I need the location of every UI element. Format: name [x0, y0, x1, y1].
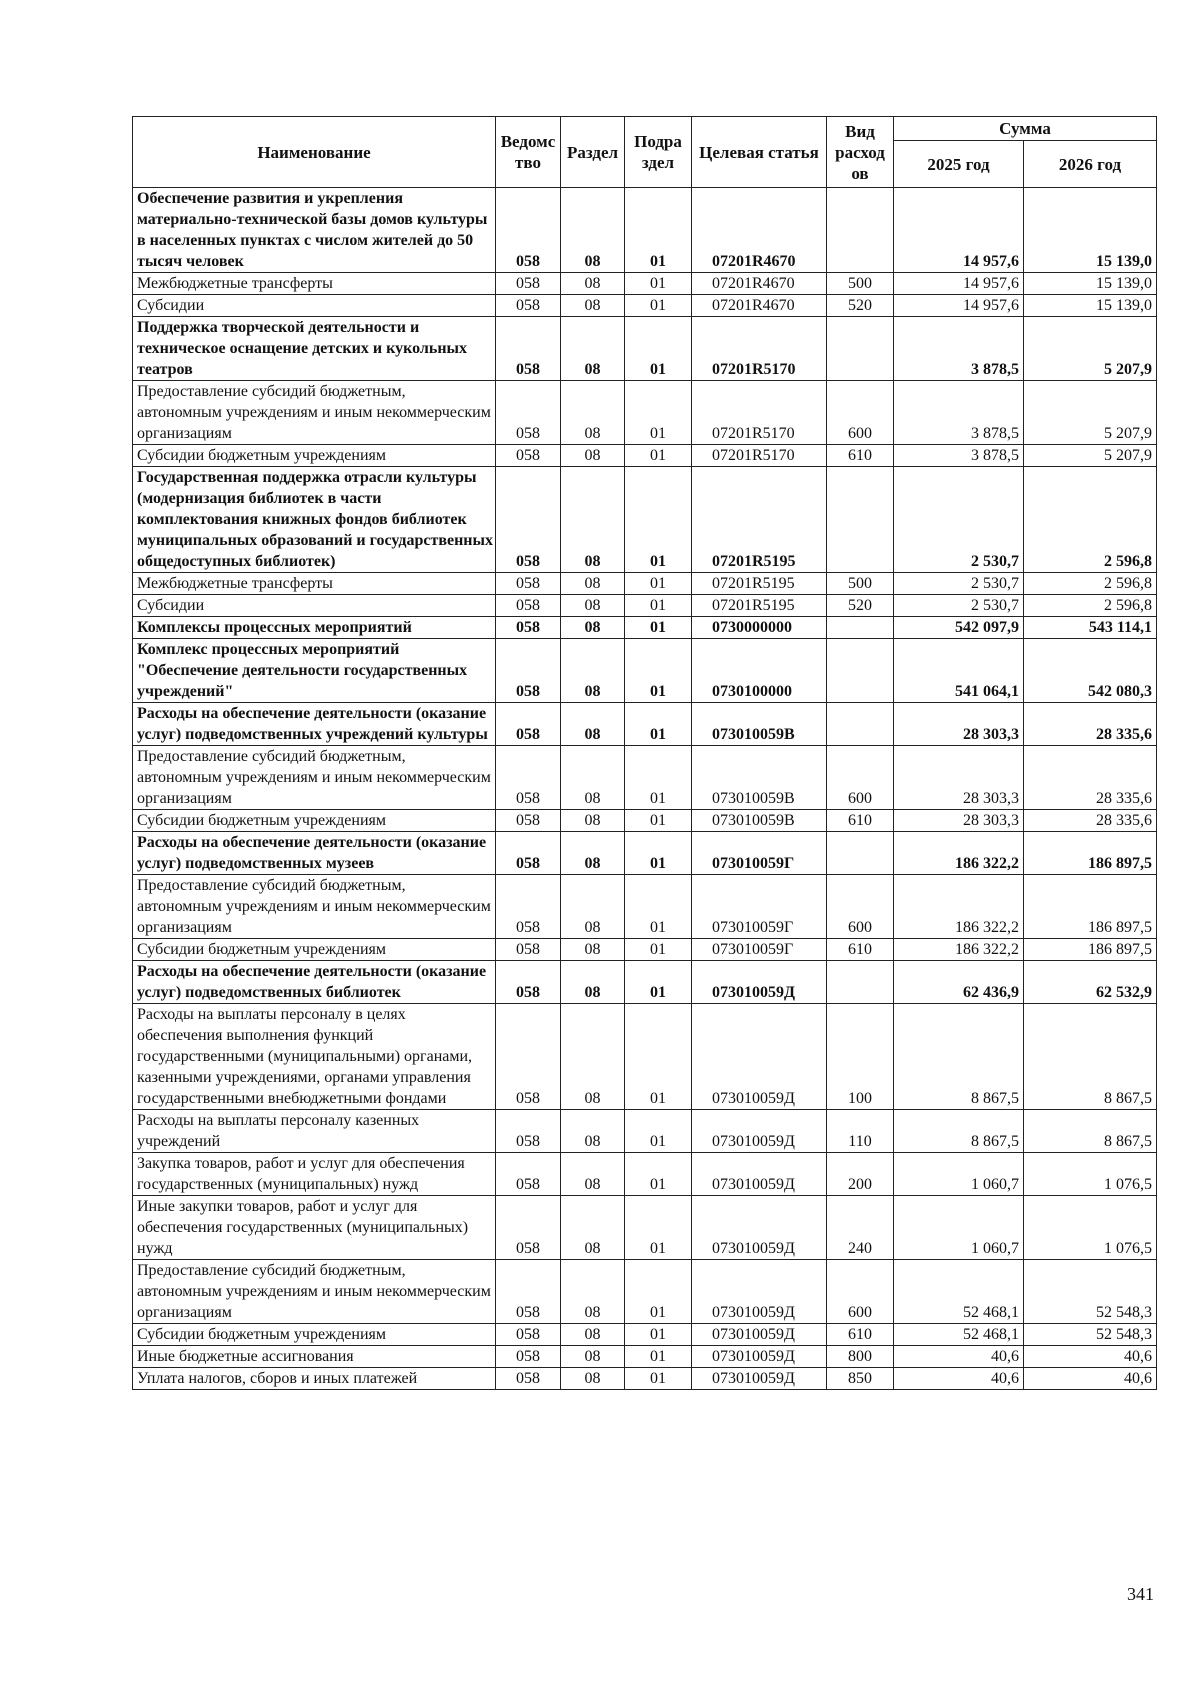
cell-sum-2025: 40,6 [894, 1368, 1024, 1390]
cell-section: 08 [561, 467, 625, 573]
cell-sum-2025: 3 878,5 [894, 317, 1024, 381]
cell-section: 08 [561, 445, 625, 467]
cell-department: 058 [496, 1368, 561, 1390]
cell-name: Комплексы процессных мероприятий [133, 617, 496, 639]
cell-name: Субсидии бюджетным учреждениям [133, 810, 496, 832]
cell-expense-type: 800 [827, 1346, 894, 1368]
header-name: Наименование [133, 117, 496, 188]
cell-target-article: 073010059Д [692, 1368, 827, 1390]
cell-sum-2026: 1 076,5 [1024, 1196, 1157, 1260]
cell-section: 08 [561, 1110, 625, 1153]
cell-sum-2026: 186 897,5 [1024, 875, 1157, 939]
table-row [133, 1368, 1157, 1390]
cell-name: Субсидии [133, 595, 496, 617]
cell-expense-type: 610 [827, 810, 894, 832]
table-row [133, 273, 1157, 295]
table-row [133, 1004, 1157, 1110]
cell-name: Обеспечение развития и укрепления материально-технической базы домов культуры в населенных пунктах с числом жителей до 50 тысяч человек [133, 188, 496, 273]
cell-subsection: 01 [625, 381, 692, 445]
cell-sum-2025: 52 468,1 [894, 1260, 1024, 1324]
cell-department: 058 [496, 595, 561, 617]
cell-name: Комплекс процессных мероприятий "Обеспечение деятельности государственных учреждений" [133, 639, 496, 703]
cell-expense-type: 520 [827, 295, 894, 317]
table-header-row [133, 117, 1157, 141]
cell-expense-type: 600 [827, 1260, 894, 1324]
cell-department: 058 [496, 273, 561, 295]
cell-subsection: 01 [625, 1196, 692, 1260]
cell-sum-2026: 5 207,9 [1024, 317, 1157, 381]
cell-subsection: 01 [625, 832, 692, 875]
table-row [133, 1260, 1157, 1324]
cell-target-article: 073010059Д [692, 1004, 827, 1110]
cell-subsection: 01 [625, 875, 692, 939]
cell-target-article: 073010059Г [692, 875, 827, 939]
cell-name: Закупка товаров, работ и услуг для обеспечения государственных (муниципальных) нужд [133, 1153, 496, 1196]
cell-department: 058 [496, 703, 561, 746]
cell-sum-2025: 14 957,6 [894, 188, 1024, 273]
cell-sum-2026: 186 897,5 [1024, 939, 1157, 961]
cell-sum-2026: 40,6 [1024, 1346, 1157, 1368]
cell-name: Расходы на выплаты персоналу в целях обеспечения выполнения функций государственными (муниципальными) органами, казенными учреждениями, органами управления государственными внебюджетными фондами [133, 1004, 496, 1110]
cell-expense-type [827, 617, 894, 639]
cell-sum-2025: 40,6 [894, 1346, 1024, 1368]
cell-target-article: 073010059Г [692, 832, 827, 875]
cell-section: 08 [561, 1324, 625, 1346]
cell-sum-2025: 186 322,2 [894, 875, 1024, 939]
cell-sum-2025: 542 097,9 [894, 617, 1024, 639]
table-row [133, 746, 1157, 810]
table-row [133, 1324, 1157, 1346]
cell-expense-type [827, 703, 894, 746]
cell-subsection: 01 [625, 1004, 692, 1110]
cell-sum-2025: 1 060,7 [894, 1196, 1024, 1260]
cell-subsection: 01 [625, 317, 692, 381]
cell-sum-2026: 15 139,0 [1024, 295, 1157, 317]
cell-name: Иные закупки товаров, работ и услуг для обеспечения государственных (муниципальных) нужд [133, 1196, 496, 1260]
table-row [133, 1110, 1157, 1153]
header-subsection: Подра здел [625, 117, 692, 188]
cell-expense-type [827, 639, 894, 703]
cell-sum-2025: 14 957,6 [894, 273, 1024, 295]
cell-sum-2025: 2 530,7 [894, 595, 1024, 617]
table-row [133, 939, 1157, 961]
cell-subsection: 01 [625, 1110, 692, 1153]
cell-subsection: 01 [625, 1324, 692, 1346]
cell-subsection: 01 [625, 273, 692, 295]
cell-section: 08 [561, 1196, 625, 1260]
cell-sum-2025: 3 878,5 [894, 381, 1024, 445]
cell-sum-2026: 40,6 [1024, 1368, 1157, 1390]
cell-subsection: 01 [625, 1346, 692, 1368]
header-target-article: Целевая статья [692, 117, 827, 188]
cell-subsection: 01 [625, 1260, 692, 1324]
cell-subsection: 01 [625, 703, 692, 746]
cell-sum-2025: 28 303,3 [894, 703, 1024, 746]
cell-sum-2026: 186 897,5 [1024, 832, 1157, 875]
cell-name: Межбюджетные трансферты [133, 273, 496, 295]
cell-target-article: 0730100000 [692, 639, 827, 703]
cell-name: Предоставление субсидий бюджетным, автономным учреждениям и иным некоммерческим организациям [133, 381, 496, 445]
cell-department: 058 [496, 639, 561, 703]
cell-sum-2025: 28 303,3 [894, 746, 1024, 810]
cell-section: 08 [561, 939, 625, 961]
cell-expense-type [827, 832, 894, 875]
cell-department: 058 [496, 1346, 561, 1368]
cell-target-article: 073010059Д [692, 1324, 827, 1346]
cell-subsection: 01 [625, 1153, 692, 1196]
header-sum: Сумма [894, 117, 1157, 141]
cell-section: 08 [561, 595, 625, 617]
cell-sum-2026: 52 548,3 [1024, 1324, 1157, 1346]
cell-section: 08 [561, 273, 625, 295]
cell-sum-2026: 28 335,6 [1024, 703, 1157, 746]
cell-target-article: 073010059Д [692, 1196, 827, 1260]
table-row [133, 595, 1157, 617]
cell-section: 08 [561, 810, 625, 832]
cell-expense-type [827, 467, 894, 573]
cell-expense-type: 610 [827, 1324, 894, 1346]
cell-name: Уплата налогов, сборов и иных платежей [133, 1368, 496, 1390]
cell-subsection: 01 [625, 617, 692, 639]
cell-sum-2026: 5 207,9 [1024, 381, 1157, 445]
cell-subsection: 01 [625, 810, 692, 832]
cell-section: 08 [561, 832, 625, 875]
cell-subsection: 01 [625, 595, 692, 617]
table-row [133, 875, 1157, 939]
table-row [133, 639, 1157, 703]
cell-expense-type: 100 [827, 1004, 894, 1110]
cell-sum-2026: 15 139,0 [1024, 188, 1157, 273]
cell-department: 058 [496, 573, 561, 595]
cell-expense-type: 500 [827, 273, 894, 295]
cell-department: 058 [496, 1196, 561, 1260]
cell-subsection: 01 [625, 573, 692, 595]
table-row [133, 1346, 1157, 1368]
cell-sum-2025: 8 867,5 [894, 1110, 1024, 1153]
cell-expense-type: 610 [827, 445, 894, 467]
cell-sum-2026: 52 548,3 [1024, 1260, 1157, 1324]
cell-subsection: 01 [625, 445, 692, 467]
cell-target-article: 07201R4670 [692, 188, 827, 273]
cell-expense-type: 110 [827, 1110, 894, 1153]
cell-sum-2025: 62 436,9 [894, 961, 1024, 1004]
header-section: Раздел [561, 117, 625, 188]
cell-target-article: 073010059В [692, 703, 827, 746]
cell-sum-2025: 3 878,5 [894, 445, 1024, 467]
table-row [133, 810, 1157, 832]
cell-sum-2026: 2 596,8 [1024, 573, 1157, 595]
cell-sum-2026: 2 596,8 [1024, 467, 1157, 573]
cell-subsection: 01 [625, 939, 692, 961]
cell-name: Предоставление субсидий бюджетным, автономным учреждениям и иным некоммерческим организациям [133, 1260, 496, 1324]
cell-department: 058 [496, 875, 561, 939]
table-row [133, 467, 1157, 573]
cell-target-article: 073010059Д [692, 1110, 827, 1153]
cell-name: Субсидии бюджетным учреждениям [133, 445, 496, 467]
cell-name: Поддержка творческой деятельности и техническое оснащение детских и кукольных театров [133, 317, 496, 381]
cell-department: 058 [496, 1324, 561, 1346]
cell-sum-2026: 2 596,8 [1024, 595, 1157, 617]
cell-sum-2025: 186 322,2 [894, 832, 1024, 875]
cell-department: 058 [496, 617, 561, 639]
budget-table [132, 116, 1157, 1390]
cell-target-article: 073010059Д [692, 961, 827, 1004]
cell-sum-2026: 543 114,1 [1024, 617, 1157, 639]
header-expense-type: Вид расход ов [827, 117, 894, 188]
cell-name: Субсидии бюджетным учреждениям [133, 1324, 496, 1346]
cell-name: Субсидии [133, 295, 496, 317]
cell-department: 058 [496, 939, 561, 961]
cell-target-article: 073010059Д [692, 1346, 827, 1368]
cell-sum-2025: 14 957,6 [894, 295, 1024, 317]
table-row [133, 445, 1157, 467]
cell-expense-type: 600 [827, 381, 894, 445]
header-department: Ведомс тво [496, 117, 561, 188]
cell-expense-type: 200 [827, 1153, 894, 1196]
cell-section: 08 [561, 573, 625, 595]
cell-name: Предоставление субсидий бюджетным, автономным учреждениям и иным некоммерческим организациям [133, 746, 496, 810]
cell-sum-2025: 186 322,2 [894, 939, 1024, 961]
cell-section: 08 [561, 1346, 625, 1368]
table-row [133, 188, 1157, 273]
cell-department: 058 [496, 381, 561, 445]
cell-name: Расходы на выплаты персоналу казенных учреждений [133, 1110, 496, 1153]
cell-subsection: 01 [625, 467, 692, 573]
cell-target-article: 07201R4670 [692, 273, 827, 295]
cell-subsection: 01 [625, 295, 692, 317]
cell-target-article: 0730000000 [692, 617, 827, 639]
cell-target-article: 073010059Д [692, 1153, 827, 1196]
cell-target-article: 07201R5170 [692, 445, 827, 467]
cell-section: 08 [561, 1153, 625, 1196]
cell-expense-type: 610 [827, 939, 894, 961]
cell-subsection: 01 [625, 188, 692, 273]
cell-section: 08 [561, 317, 625, 381]
cell-sum-2025: 1 060,7 [894, 1153, 1024, 1196]
cell-sum-2026: 28 335,6 [1024, 746, 1157, 810]
cell-department: 058 [496, 445, 561, 467]
cell-section: 08 [561, 639, 625, 703]
cell-sum-2025: 8 867,5 [894, 1004, 1024, 1110]
cell-sum-2026: 62 532,9 [1024, 961, 1157, 1004]
cell-section: 08 [561, 381, 625, 445]
cell-department: 058 [496, 1110, 561, 1153]
cell-sum-2026: 28 335,6 [1024, 810, 1157, 832]
cell-section: 08 [561, 703, 625, 746]
cell-name: Предоставление субсидий бюджетным, автономным учреждениям и иным некоммерческим организациям [133, 875, 496, 939]
cell-section: 08 [561, 295, 625, 317]
cell-name: Субсидии бюджетным учреждениям [133, 939, 496, 961]
table-row [133, 617, 1157, 639]
cell-section: 08 [561, 617, 625, 639]
cell-section: 08 [561, 1004, 625, 1110]
cell-department: 058 [496, 832, 561, 875]
cell-sum-2025: 2 530,7 [894, 467, 1024, 573]
cell-department: 058 [496, 295, 561, 317]
cell-expense-type: 500 [827, 573, 894, 595]
table-body [133, 188, 1157, 1390]
cell-subsection: 01 [625, 746, 692, 810]
cell-subsection: 01 [625, 639, 692, 703]
cell-expense-type: 520 [827, 595, 894, 617]
cell-sum-2025: 52 468,1 [894, 1324, 1024, 1346]
cell-name: Межбюджетные трансферты [133, 573, 496, 595]
cell-subsection: 01 [625, 961, 692, 1004]
cell-sum-2026: 5 207,9 [1024, 445, 1157, 467]
cell-sum-2026: 15 139,0 [1024, 273, 1157, 295]
cell-expense-type [827, 961, 894, 1004]
cell-name: Расходы на обеспечение деятельности (оказание услуг) подведомственных музеев [133, 832, 496, 875]
cell-sum-2025: 541 064,1 [894, 639, 1024, 703]
cell-section: 08 [561, 1368, 625, 1390]
cell-department: 058 [496, 961, 561, 1004]
cell-target-article: 073010059Д [692, 1260, 827, 1324]
page-number: 341 [1127, 1584, 1154, 1604]
cell-section: 08 [561, 875, 625, 939]
cell-target-article: 073010059В [692, 810, 827, 832]
table-row [133, 295, 1157, 317]
cell-name: Расходы на обеспечение деятельности (оказание услуг) подведомственных учреждений культуры [133, 703, 496, 746]
cell-expense-type [827, 188, 894, 273]
table-row [133, 832, 1157, 875]
table-row [133, 961, 1157, 1004]
cell-name: Государственная поддержка отрасли культуры (модернизация библиотек в части комплектования книжных фондов библиотек муниципальных образований и государственных общедоступных библиотек) [133, 467, 496, 573]
cell-target-article: 073010059Г [692, 939, 827, 961]
header-year-2026: 2026 год [1024, 141, 1157, 188]
cell-section: 08 [561, 961, 625, 1004]
cell-name: Расходы на обеспечение деятельности (оказание услуг) подведомственных библиотек [133, 961, 496, 1004]
cell-department: 058 [496, 810, 561, 832]
cell-sum-2026: 8 867,5 [1024, 1110, 1157, 1153]
cell-section: 08 [561, 1260, 625, 1324]
header-year-2025: 2025 год [894, 141, 1024, 188]
cell-department: 058 [496, 1153, 561, 1196]
cell-expense-type: 600 [827, 875, 894, 939]
cell-department: 058 [496, 467, 561, 573]
cell-sum-2026: 542 080,3 [1024, 639, 1157, 703]
cell-expense-type: 850 [827, 1368, 894, 1390]
table-row [133, 317, 1157, 381]
cell-expense-type: 600 [827, 746, 894, 810]
cell-department: 058 [496, 188, 561, 273]
cell-target-article: 07201R5195 [692, 595, 827, 617]
cell-target-article: 07201R4670 [692, 295, 827, 317]
cell-target-article: 073010059В [692, 746, 827, 810]
cell-expense-type [827, 317, 894, 381]
table-row [133, 573, 1157, 595]
table-row [133, 381, 1157, 445]
cell-subsection: 01 [625, 1368, 692, 1390]
cell-target-article: 07201R5195 [692, 573, 827, 595]
cell-target-article: 07201R5195 [692, 467, 827, 573]
cell-section: 08 [561, 188, 625, 273]
cell-section: 08 [561, 746, 625, 810]
cell-sum-2025: 28 303,3 [894, 810, 1024, 832]
cell-sum-2026: 8 867,5 [1024, 1004, 1157, 1110]
table-row [133, 1153, 1157, 1196]
table-row [133, 1196, 1157, 1260]
cell-department: 058 [496, 1004, 561, 1110]
cell-target-article: 07201R5170 [692, 317, 827, 381]
cell-department: 058 [496, 746, 561, 810]
cell-target-article: 07201R5170 [692, 381, 827, 445]
cell-department: 058 [496, 317, 561, 381]
cell-name: Иные бюджетные ассигнования [133, 1346, 496, 1368]
cell-expense-type: 240 [827, 1196, 894, 1260]
cell-department: 058 [496, 1260, 561, 1324]
cell-sum-2025: 2 530,7 [894, 573, 1024, 595]
table-row [133, 703, 1157, 746]
cell-sum-2026: 1 076,5 [1024, 1153, 1157, 1196]
